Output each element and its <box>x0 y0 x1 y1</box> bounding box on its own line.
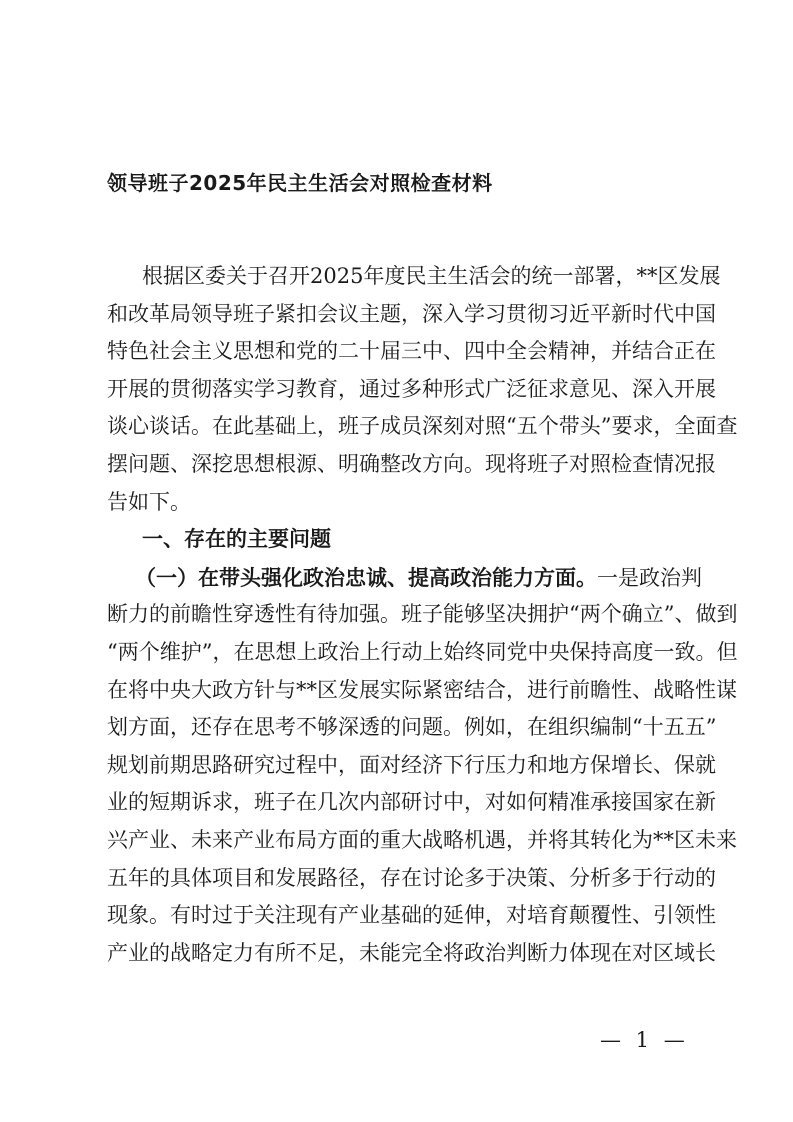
text-line: 规划前期思路研究过程中，面对经济下行压力和地方保增长、保就 <box>107 752 716 777</box>
document-title: 领导班子2025年民主生活会对照检查材料 <box>107 171 493 195</box>
text-line: 告如下。 <box>107 489 191 514</box>
text-line: 摆问题、深挖思想根源、明确整改方向。现将班子对照检查情况报 <box>107 451 716 476</box>
text-line: 开展的贯彻落实学习教育，通过多种形式广泛征求意见、深入开展 <box>107 376 716 401</box>
text-line: “两个维护”，在思想上政治上行动上始终同党中央保持高度一致。但 <box>107 639 738 664</box>
text-line <box>107 559 702 597</box>
text-line: 现象。有时过于关注现有产业基础的延伸，对培育颠覆性、引领性 <box>107 903 716 928</box>
text-line: 产业的战略定力有所不足，未能完全将政治判断力体现在对区域长 <box>107 940 716 965</box>
text-line: 兴产业、未来产业布局方面的重大战略机遇，并将其转化为**区未来 <box>107 827 737 852</box>
page-number: — 1 — <box>600 1028 689 1052</box>
text-line: 特色社会主义思想和党的二十届三中、四中全会精神，并结合正在 <box>107 339 716 364</box>
text-line: 谈心谈话。在此基础上，班子成员深刻对照“五个带头”要求，全面查 <box>107 414 738 439</box>
text-line: 断力的前瞻性穿透性有待加强。班子能够坚决拥护“两个确立”、做到 <box>107 602 738 627</box>
subsection-paragraph <box>107 559 738 973</box>
subsection-lead: （一）在带头强化政治忠诚、提高政治能力方面。 <box>135 564 597 590</box>
text-line: 划方面，还存在思考不够深透的问题。例如，在组织编制“十五五” <box>107 715 717 740</box>
intro-paragraph <box>107 258 738 521</box>
text-line: 在将中央大政方针与**区发展实际紧密结合，进行前瞻性、战略性谋 <box>107 677 737 702</box>
document-body <box>107 258 738 972</box>
text-line: 和改革局领导班子紧扣会议主题，深入学习贯彻习近平新时代中国 <box>107 301 716 326</box>
text-run: 一是政治判 <box>597 565 702 590</box>
text-line: 根据区委关于召开2025年度民主生活会的统一部署，**区发展 <box>142 264 721 288</box>
text-line: 五年的具体项目和发展路径，存在讨论多于决策、分析多于行动的 <box>107 865 716 890</box>
section-heading: 一、存在的主要问题 <box>142 527 331 552</box>
text-line: 业的短期诉求，班子在几次内部研讨中，对如何精准承接国家在新 <box>107 790 716 815</box>
